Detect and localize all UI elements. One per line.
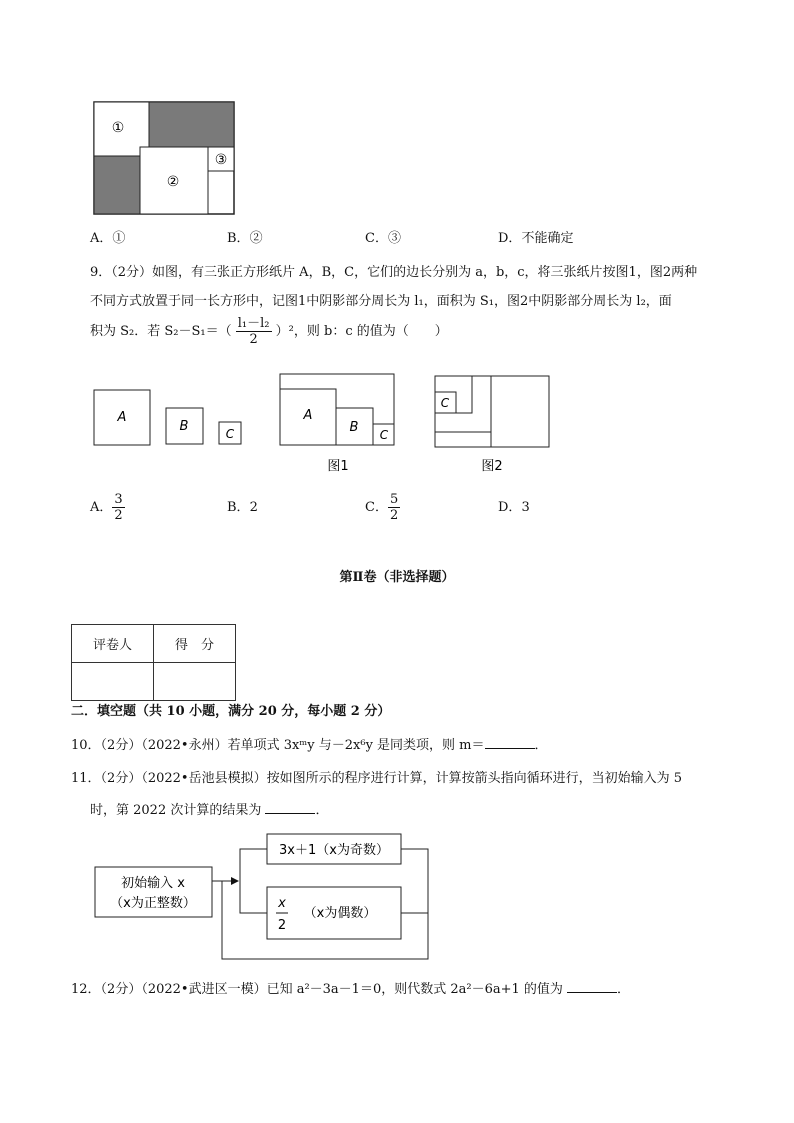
q11-line2: 时，第 2022 次计算的结果为 ． bbox=[90, 803, 329, 818]
q9-option-a: A． $\frac{3}{2}$ bbox=[90, 492, 123, 523]
svg-text:2: 2 bbox=[277, 918, 287, 933]
score-table-score-cell bbox=[154, 663, 236, 701]
q8-option-a: A．① bbox=[90, 231, 126, 246]
q9-line1: 9．（2分）如图，有三张正方形纸片 A，B，C，它们的边长分别为 a，b，c，将三张纸片按图1，图2两种 bbox=[90, 265, 698, 280]
q9-line3: 积为 S₂．若 S₂－S₁＝（ $\frac{\text{l₁－l₂}}{2}$ ）²，则 b：c 的值为（ ） bbox=[90, 316, 448, 347]
q8-option-d: D．不能确定 bbox=[498, 231, 574, 246]
flow-even-cond: （x为偶数） bbox=[303, 906, 377, 921]
q8-figure bbox=[92, 100, 238, 218]
section2-title: 二．填空题（共 10 小题，满分 20 分，每小题 2 分） bbox=[71, 704, 391, 719]
q9-option-d: D．3 bbox=[498, 500, 530, 515]
q9-fig2-label: 图2 bbox=[481, 459, 503, 474]
q9-fig1-label: 图1 bbox=[327, 459, 349, 474]
score-table-grader-header: 评卷人 bbox=[72, 625, 154, 663]
q8-label-2: ② bbox=[166, 174, 180, 190]
q8-label-3: ③ bbox=[214, 152, 228, 168]
q9-line2: 不同方式放置于同一长方形中，记图1中阴影部分周长为 l₁，面积为 S₁，图2中阴影部分周长为 l₂，面 bbox=[90, 294, 672, 309]
part2-title: 第Ⅱ卷（非选择题） bbox=[339, 570, 455, 585]
q11-flowchart bbox=[90, 828, 440, 966]
svg-text:C: C bbox=[225, 427, 235, 441]
score-table bbox=[71, 624, 236, 701]
q8-shaded-top-right bbox=[149, 102, 234, 147]
q8-option-c: C．③ bbox=[365, 231, 401, 246]
q8-label-1: ① bbox=[111, 120, 125, 136]
flow-input-line1: 初始输入 x bbox=[121, 876, 185, 891]
flow-odd-text: 3x＋1（x为奇数） bbox=[279, 843, 389, 858]
svg-text:C: C bbox=[440, 396, 450, 410]
q12: 12．（2分）（2022•武进区一模）已知 a²－3a－1＝0，则代数式 2a²－6a+1 的值为 ． bbox=[71, 982, 631, 997]
svg-text:B: B bbox=[349, 420, 359, 435]
score-table-grader-cell bbox=[72, 663, 154, 701]
q9-option-c: C． $\frac{5}{2}$ bbox=[365, 492, 399, 523]
q11-line1: 11．（2分）（2022•岳池县模拟）按如图所示的程序进行计算，计算按箭头指向循环进行，当初始输入为 5 bbox=[71, 771, 682, 786]
q10: 10．（2分）（2022•永州）若单项式 3xᵐy 与－2x⁶y 是同类项，则 m＝ ． bbox=[71, 738, 548, 753]
svg-text:x: x bbox=[278, 896, 286, 911]
q11-answer-blank bbox=[265, 801, 315, 814]
svg-text:A: A bbox=[303, 408, 313, 423]
q9-figures bbox=[90, 368, 560, 478]
q10-answer-blank bbox=[485, 736, 535, 749]
q8-option-b: B．② bbox=[227, 231, 263, 246]
q9-fraction: $\frac{\text{l₁－l₂}}{2}$ bbox=[237, 316, 270, 347]
flow-input-line2: （x为正整数） bbox=[110, 896, 196, 911]
svg-text:A: A bbox=[117, 410, 127, 425]
q9-option-b: B．2 bbox=[227, 500, 258, 515]
q12-answer-blank bbox=[567, 980, 617, 993]
score-table-score-header: 得 分 bbox=[154, 625, 236, 663]
svg-text:B: B bbox=[179, 419, 189, 434]
svg-text:C: C bbox=[379, 428, 389, 442]
q8-shaded-bottom-left bbox=[94, 156, 140, 214]
